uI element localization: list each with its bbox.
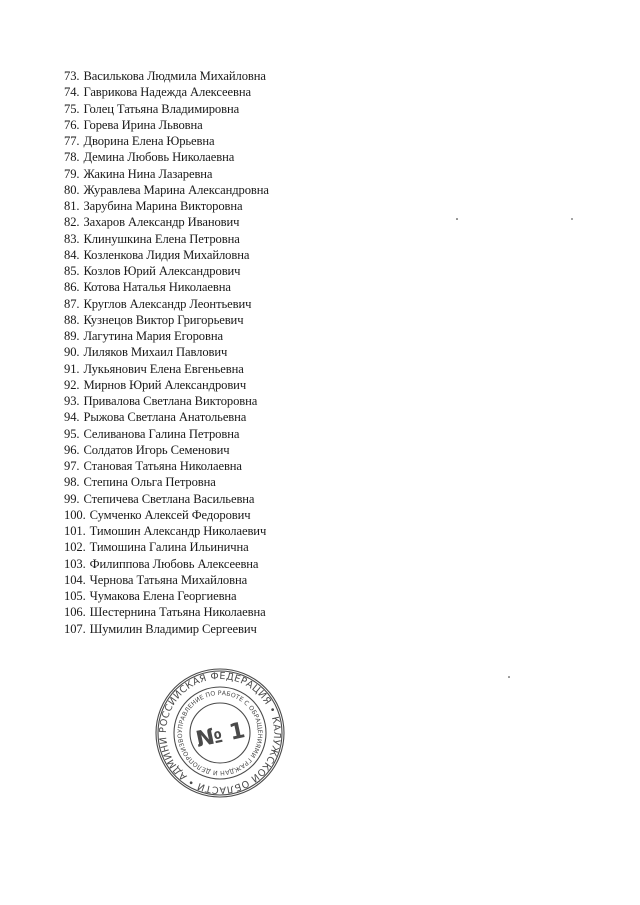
list-item — [64, 442, 269, 458]
item-number: 75. — [64, 101, 80, 116]
item-number: 87. — [64, 296, 80, 311]
person-name: Чумакова Елена Георгиевна — [89, 589, 237, 603]
person-name: Мирнов Юрий Александрович — [83, 377, 247, 392]
list-item — [64, 458, 269, 474]
item-number: 84. — [64, 247, 80, 262]
item-number: 98. — [64, 475, 80, 490]
item-number: 79. — [64, 166, 80, 181]
person-name: Круглов Александр Леонтьевич — [83, 296, 252, 311]
person-name: Лиляков Михаил Павлович — [83, 345, 228, 360]
list-item — [64, 474, 269, 490]
list-item — [64, 84, 269, 100]
person-name: Котова Наталья Николаевна — [83, 280, 231, 295]
item-number: 83. — [64, 231, 80, 246]
person-name: Сумченко Алексей Федорович — [89, 507, 251, 522]
list-item — [64, 556, 269, 572]
stamp-inner-text: УПРАВЛЕНИЕ ПО РАБОТЕ С ОБРАЩЕНИЯМИ ГРАЖДАН И ДЕЛОПРОИЗВО — [176, 689, 264, 777]
person-name: Василькова Людмила Михайловна — [83, 69, 266, 83]
list-item — [64, 377, 269, 393]
stamp-outer-text: РОССИЙСКАЯ ФЕДЕРАЦИЯ • КАЛУЖСКОЙ ОБЛАСТИ • АДМИНИ — [157, 670, 283, 796]
official-stamp — [153, 666, 287, 800]
person-name: Лукьянович Елена Евгеньевна — [83, 361, 244, 376]
scan-speck — [571, 218, 573, 220]
item-number: 104. — [64, 572, 86, 587]
list-item — [64, 133, 269, 149]
list-item — [64, 296, 269, 312]
list-item — [64, 409, 269, 425]
list-item — [64, 214, 269, 230]
item-number: 101. — [64, 524, 86, 538]
list-item — [64, 312, 269, 328]
item-number: 92. — [64, 377, 80, 392]
item-number: 74. — [64, 85, 80, 100]
list-item — [64, 491, 269, 507]
person-name: Филиппова Любовь Алексеевна — [89, 556, 259, 571]
list-item — [64, 231, 269, 247]
person-name: Демина Любовь Николаевна — [83, 150, 235, 165]
item-number: 105. — [64, 589, 86, 603]
list-item — [64, 393, 269, 409]
item-number: 95. — [64, 426, 80, 441]
item-number: 85. — [64, 264, 80, 278]
person-name: Чернова Татьяна Михайловна — [89, 572, 248, 587]
person-name: Дворина Елена Юрьевна — [83, 134, 215, 148]
person-name: Козлов Юрий Александрович — [83, 264, 241, 278]
item-number: 106. — [64, 605, 86, 620]
list-item — [64, 247, 269, 263]
item-number: 102. — [64, 540, 86, 555]
item-number: 73. — [64, 69, 80, 83]
item-number: 77. — [64, 134, 80, 148]
item-number: 97. — [64, 459, 80, 473]
item-number: 93. — [64, 394, 80, 408]
list-item — [64, 539, 269, 555]
list-item — [64, 344, 269, 360]
person-name: Солдатов Игорь Семенович — [83, 442, 230, 457]
list-item — [64, 101, 269, 117]
list-item — [64, 328, 269, 344]
person-name: Горева Ирина Львовна — [83, 117, 203, 132]
list-item — [64, 523, 269, 539]
person-name: Козленкова Лидия Михайловна — [83, 247, 250, 262]
list-item — [64, 361, 269, 377]
list-item — [64, 198, 269, 214]
person-name: Лагутина Мария Егоровна — [83, 329, 223, 343]
item-number: 90. — [64, 345, 80, 360]
list-item — [64, 604, 269, 620]
list-item — [64, 263, 269, 279]
item-number: 86. — [64, 280, 80, 295]
item-number: 103. — [64, 556, 86, 571]
list-item — [64, 166, 269, 182]
list-item — [64, 117, 269, 133]
item-number: 91. — [64, 361, 80, 376]
scan-speck — [456, 218, 458, 220]
item-number: 88. — [64, 312, 80, 327]
person-name: Захаров Александр Иванович — [83, 215, 240, 230]
person-name: Гаврикова Надежда Алексеевна — [83, 85, 251, 100]
item-number: 107. — [64, 621, 86, 636]
person-name: Степичева Светлана Васильевна — [83, 491, 255, 506]
item-number: 82. — [64, 215, 80, 230]
item-number: 99. — [64, 491, 80, 506]
person-name: Тимошина Галина Ильинична — [89, 540, 249, 555]
item-number: 89. — [64, 329, 80, 343]
list-item — [64, 426, 269, 442]
list-item — [64, 572, 269, 588]
stamp-number: № 1 — [193, 718, 248, 753]
person-name: Селиванова Галина Петровна — [83, 426, 240, 441]
person-name: Зарубина Марина Викторовна — [83, 199, 243, 213]
person-name: Становая Татьяна Николаевна — [83, 459, 242, 473]
person-name: Шумилин Владимир Сергеевич — [89, 621, 257, 636]
person-name: Кузнецов Виктор Григорьевич — [83, 312, 244, 327]
item-number: 76. — [64, 117, 80, 132]
person-name: Степина Ольга Петровна — [83, 475, 216, 490]
item-number: 100. — [64, 507, 86, 522]
person-name: Рыжова Светлана Анатольевна — [83, 410, 247, 425]
list-item — [64, 182, 269, 198]
person-name: Клинушкина Елена Петровна — [83, 231, 240, 246]
list-item — [64, 588, 269, 604]
person-name: Голец Татьяна Владимировна — [83, 101, 240, 116]
item-number: 78. — [64, 150, 80, 165]
scan-speck — [508, 676, 510, 678]
person-name: Тимошин Александр Николаевич — [89, 524, 267, 538]
list-item — [64, 279, 269, 295]
person-name: Шестернина Татьяна Николаевна — [89, 605, 266, 620]
item-number: 80. — [64, 182, 80, 197]
person-name: Журавлева Марина Александровна — [83, 182, 269, 197]
item-number: 81. — [64, 199, 80, 213]
item-number: 94. — [64, 410, 80, 425]
list-item — [64, 621, 269, 637]
list-item — [64, 149, 269, 165]
person-name: Жакина Нина Лазаревна — [83, 166, 213, 181]
list-item — [64, 68, 269, 84]
item-number: 96. — [64, 442, 80, 457]
list-item — [64, 507, 269, 523]
stamp-seal-icon — [153, 666, 287, 800]
names-list — [64, 68, 269, 637]
person-name: Привалова Светлана Викторовна — [83, 394, 258, 408]
